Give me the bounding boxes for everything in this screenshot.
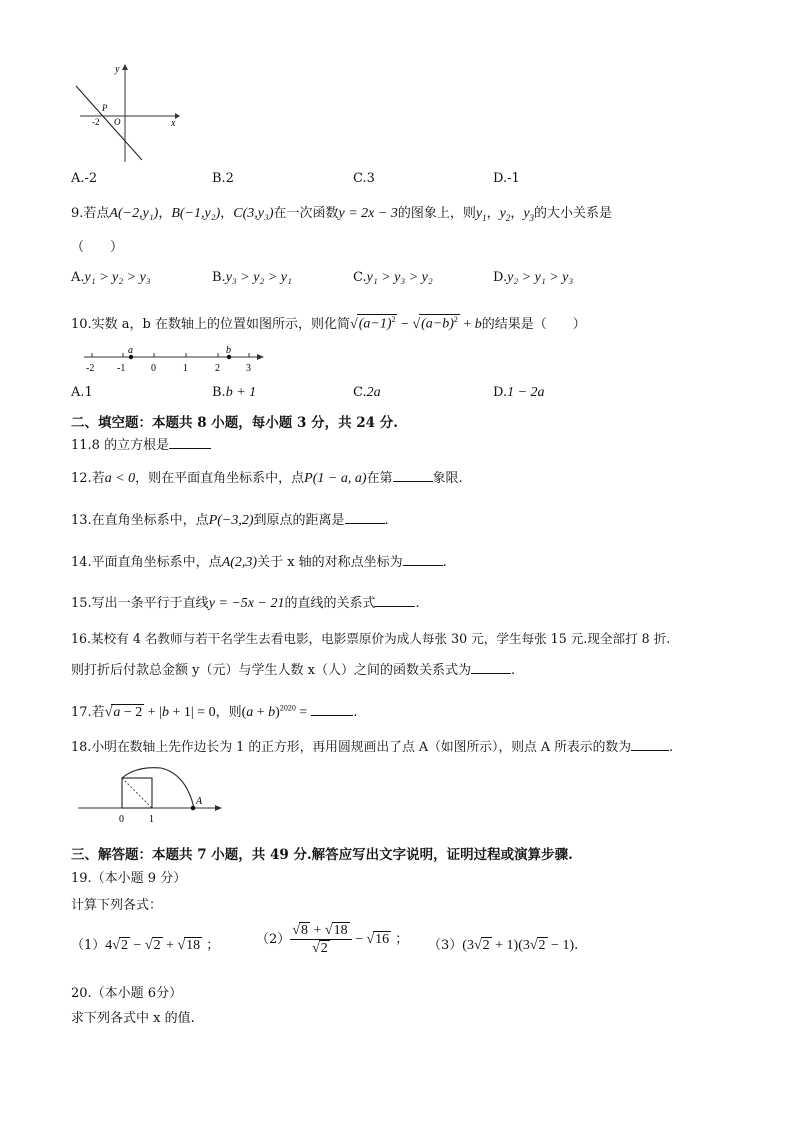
axis-arrow (215, 805, 222, 811)
q9-a-expr: y₁ > y₂ > y₃ (84, 270, 151, 285)
label-1: 1 (149, 814, 154, 825)
q10-b-letter: B. (212, 385, 226, 400)
q14-point: A(2,3) (221, 555, 258, 570)
q16-line2: 则打折后付款总金额 y（元）与学生人数 x（人）之间的函数关系式为 . (71, 663, 516, 678)
q9-function: y = 2x − 3 (338, 206, 398, 221)
q10-post: 的结果是（ ） (481, 317, 586, 332)
q12-tail: 象限. (432, 471, 463, 486)
graph-line (76, 86, 142, 160)
q9-d-expr: y₂ > y₁ > y₃ (507, 270, 574, 285)
q12-post: 在第 (366, 471, 393, 486)
q8-coordinate-figure (70, 62, 185, 167)
q9-post: 的图象上，则 (397, 206, 476, 221)
q10-option-a[interactable]: A.1 (71, 385, 93, 400)
q19-part2: （2） $\frac{√8 + √18}{√2}$ − √16 ； (256, 923, 409, 956)
q15-pre: 15.写出一条平行于直线 (71, 596, 209, 611)
section-3-heading: 三、解答题：本题共 7 小题，共 49 分.解答应写出文字说明，证明过程或演算步骤. (71, 847, 573, 863)
tick-2: 2 (215, 363, 220, 374)
q9-pre: 9.若点 (71, 206, 110, 221)
q9-point-b: B(−1,y₂) (171, 206, 221, 221)
x-label: x (171, 118, 176, 129)
q19-heading: 19.（本小题 9 分） (71, 871, 187, 886)
q9-b-letter: B. (212, 270, 226, 285)
q17-pre: 17.若 (71, 705, 105, 720)
q10-d-expr: 1 − 2a (507, 385, 545, 400)
origin-label: O (114, 117, 121, 127)
q19-part1-label: （1） (71, 938, 106, 953)
label-0: 0 (119, 814, 124, 825)
q11-blank[interactable] (169, 436, 211, 449)
point-a (191, 806, 196, 811)
q14-pre: 14.平面直角坐标系中，点 (71, 555, 222, 570)
q13-post: 到原点的距离是 (253, 513, 345, 528)
q16-blank[interactable] (471, 661, 511, 674)
compass-arc (122, 768, 194, 808)
q12-pre: 12.若 (71, 471, 105, 486)
q15-post: 的直线的关系式 (284, 596, 376, 611)
q9-option-c[interactable] (353, 270, 433, 286)
q20-instruction: 求下列各式中 x 的值. (71, 1011, 195, 1026)
label-a: a (128, 345, 133, 356)
tick-3: 3 (246, 363, 251, 374)
q9-point-a: A(−2,y₁) (109, 206, 159, 221)
q14-post: 关于 x 轴的对称点坐标为 (257, 555, 403, 570)
q17-exponent: 2020 (279, 703, 296, 713)
q9-option-b[interactable] (212, 270, 292, 286)
q18-text: 18.小明在数轴上先作边长为 1 的正方形，再用圆规画出了点 A（如图所示），则点 A 所表示的数为 (71, 740, 631, 755)
q8-option-c[interactable]: C.3 (353, 171, 375, 186)
q19-part3-label: （3） (428, 938, 463, 953)
q17: 17.若√a − 2 + |b + 1| = 0，则$(a + b)^{2020}$ = . (71, 703, 358, 720)
q13-blank[interactable] (345, 511, 385, 524)
q16-line2-text: 则打折后付款总金额 y（元）与学生人数 x（人）之间的函数关系式为 (71, 663, 471, 678)
q9-c-expr: y₁ > y₃ > y₂ (366, 270, 433, 285)
q18-figure (76, 766, 226, 826)
neg2-label: -2 (92, 117, 100, 127)
q19-part3: （3）(3√2 + 1)(3√2 − 1). (428, 938, 579, 953)
q9-d-letter: D. (493, 270, 508, 285)
label-a: A (196, 796, 203, 807)
p-label: P (102, 103, 108, 113)
q8-option-d[interactable]: D.-1 (493, 171, 520, 186)
q17-blank[interactable] (311, 703, 353, 716)
q10-option-c[interactable] (353, 385, 381, 401)
q10-d-letter: D. (493, 385, 508, 400)
q9-tail: 的大小关系是 (534, 206, 613, 221)
q19-part1: （1）4√2 − √2 + √18 ； (71, 938, 220, 953)
q12 (71, 467, 463, 487)
q9-option-a[interactable] (71, 270, 151, 286)
q13-pre: 13.在直角坐标系中，点 (71, 513, 209, 528)
q10-b-expr: b + 1 (225, 385, 257, 400)
tick-1: 1 (183, 363, 188, 374)
q15-line: y = −5x − 21 (208, 596, 285, 611)
label-b: b (226, 345, 231, 356)
q9-point-c: C(3,y₃) (233, 206, 274, 221)
tick-neg1: -1 (117, 363, 126, 374)
q8-option-b[interactable]: B.2 (212, 171, 234, 186)
q17-eq: = (295, 705, 308, 720)
q9-mid: 在一次函数 (273, 206, 339, 221)
q10-option-b[interactable] (212, 385, 256, 401)
q12-cond: a < 0 (104, 471, 136, 486)
q12-blank[interactable] (393, 469, 433, 482)
q14-blank[interactable] (403, 553, 443, 566)
q11-text: 11.8 的立方根是 (71, 438, 170, 453)
q18: 18.小明在数轴上先作边长为 1 的正方形，再用圆规画出了点 A（如图所示），则点 A 所表示的数为 . (71, 740, 674, 755)
q9-b-expr: y₃ > y₂ > y₁ (225, 270, 292, 285)
q9-option-d[interactable] (493, 270, 573, 286)
tick-0: 0 (151, 363, 156, 374)
q14: 14.平面直角坐标系中，点A(2,3)关于 x 轴的对称点坐标为 . (71, 555, 447, 570)
q9-a-letter: A. (71, 270, 85, 285)
q9-c-letter: C. (353, 270, 367, 285)
q11 (71, 434, 211, 453)
q15-blank[interactable] (375, 594, 415, 607)
q10-option-d[interactable] (493, 385, 545, 401)
q17-mid: ，则 (215, 705, 242, 720)
y-axis-arrow (122, 64, 128, 70)
q9-paren: （ ） (71, 240, 124, 255)
q10-c-letter: C. (353, 385, 367, 400)
tick-neg2: -2 (86, 363, 95, 374)
q12-point: P(1 − a, a) (304, 471, 367, 486)
q10-c-expr: 2a (366, 385, 381, 400)
y-label: y (115, 64, 120, 75)
section-2-heading: 二、填空题：本题共 8 小题，每小题 3 分，共 24 分. (71, 415, 398, 431)
q10-pre: 10.实数 a，b 在数轴上的位置如图所示，则化简 (71, 317, 351, 332)
q10-stem: 10.实数 a，b 在数轴上的位置如图所示，则化简$√(a-1)^2 - √(a-b)^2 + b$的结果是（ ） (71, 315, 586, 332)
q16-line1: 16.某校有 4 名教师与若干名学生去看电影，电影票原价为成人每张 30 元，学生每张 15 元.现全部打 8 折. (71, 631, 671, 646)
q18-blank[interactable] (631, 738, 669, 751)
q19-instruction: 计算下列各式： (71, 898, 163, 913)
q13: 13.在直角坐标系中，点P(−3,2)到原点的距离是 . (71, 513, 389, 528)
square-diagonal (122, 778, 152, 808)
q12-mid: ，则在平面直角坐标系中，点 (135, 471, 305, 486)
q20-heading: 20.（本小题 6分） (71, 986, 183, 1001)
x-axis-arrow (175, 113, 180, 119)
q9-stem: 9.若点A(−2,y₁)，B(−1,y₂)，C(3,y₃)在一次函数y = 2x − 3的图象上，则$y_1$，$y_2$，$y_3$的大小关系是 (71, 206, 613, 223)
q15: 15.写出一条平行于直线y = −5x − 21的直线的关系式 . (71, 596, 420, 611)
q10-number-line (80, 342, 270, 374)
axis-arrow (257, 354, 264, 360)
q19-part2-label: （2） (256, 932, 291, 947)
q13-point: P(−3,2) (208, 513, 254, 528)
q8-option-a[interactable]: A.-2 (71, 171, 98, 186)
